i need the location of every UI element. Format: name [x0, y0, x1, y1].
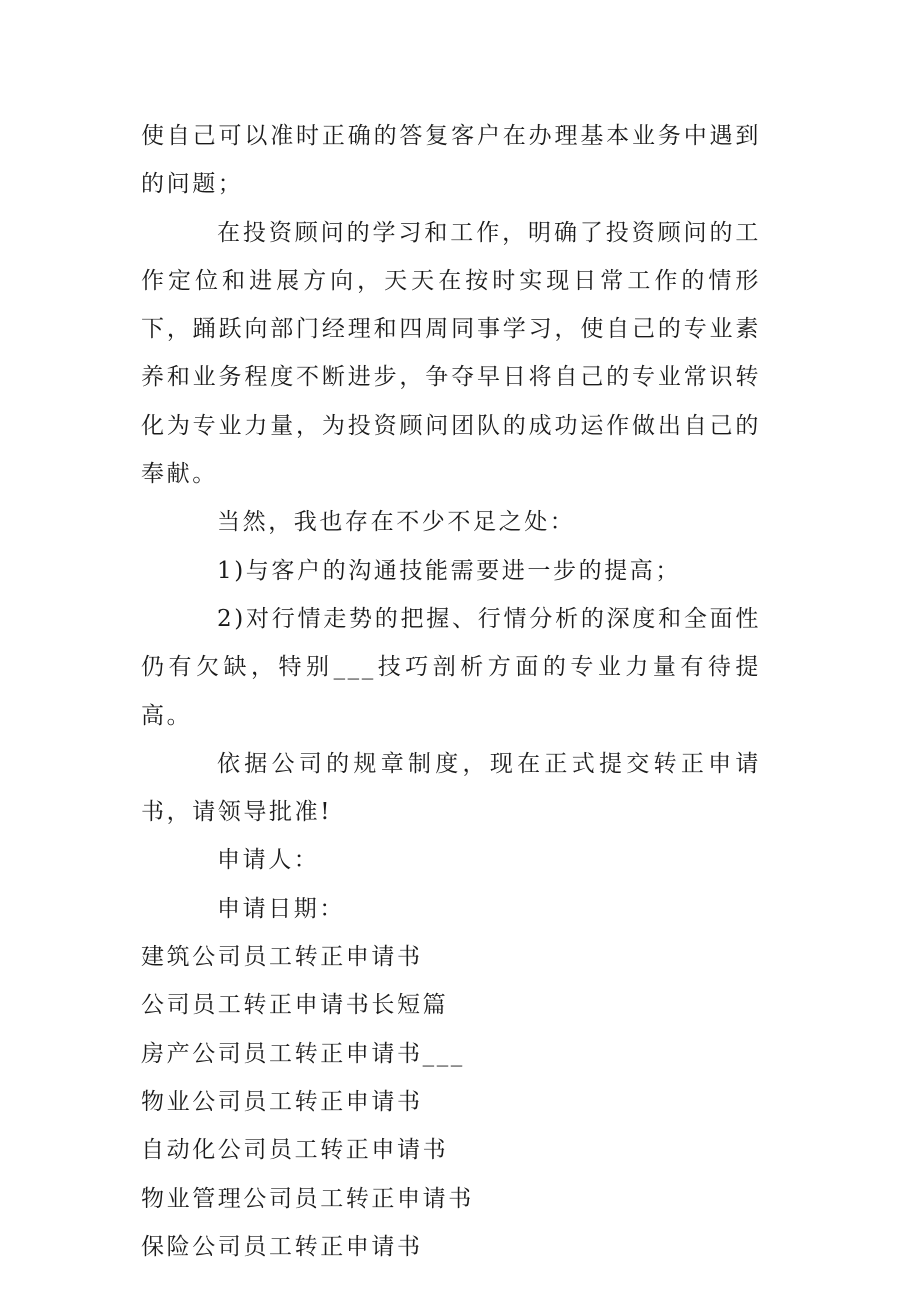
related-title-automation[interactable]: 自动化公司员工转正申请书: [141, 1137, 449, 1164]
paragraph-investment-advisor: 在投资顾问的学习和工作，明确了投资顾问的工作定位和进展方向，天天在按时实现日常工作的情形下，踊跃向部门经理和四周同事学习，使自己的专业素养和业务程度不断进步，争夺早日将自己的专业常识转化为专业力量，为投资顾问团队的成功运作做出自己的奉献。: [141, 219, 761, 488]
related-title-insurance[interactable]: 保险公司员工转正申请书: [141, 1233, 423, 1260]
paragraph-submission-request: 依据公司的规章制度，现在正式提交转正申请书，请领导批准!: [141, 750, 761, 826]
related-title-real-estate[interactable]: 房产公司员工转正申请书___: [141, 1040, 465, 1067]
related-title-property-management[interactable]: 物业管理公司员工转正申请书: [141, 1185, 474, 1212]
paragraph-answer-clients: 使自己可以准时正确的答复客户在办理基本业务中遇到的问题；: [141, 123, 761, 198]
paragraph-shortcoming-2: 2)对行情走势的把握、行情分析的深度和全面性仍有欠缺，特别___技巧剖析方面的专业力量有待提高。: [141, 605, 761, 729]
application-date-label: 申请日期：: [217, 895, 345, 922]
related-title-property[interactable]: 物业公司员工转正申请书: [141, 1088, 423, 1115]
related-title-construction[interactable]: 建筑公司员工转正申请书: [141, 944, 423, 971]
paragraph-shortcomings-intro: 当然，我也存在不少不足之处：: [217, 509, 576, 536]
related-title-long-short[interactable]: 公司员工转正申请书长短篇: [141, 992, 449, 1019]
paragraph-shortcoming-1: 1)与客户的沟通技能需要进一步的提高；: [217, 557, 682, 584]
applicant-label: 申请人：: [217, 847, 320, 874]
document-body: [141, 112, 761, 1271]
